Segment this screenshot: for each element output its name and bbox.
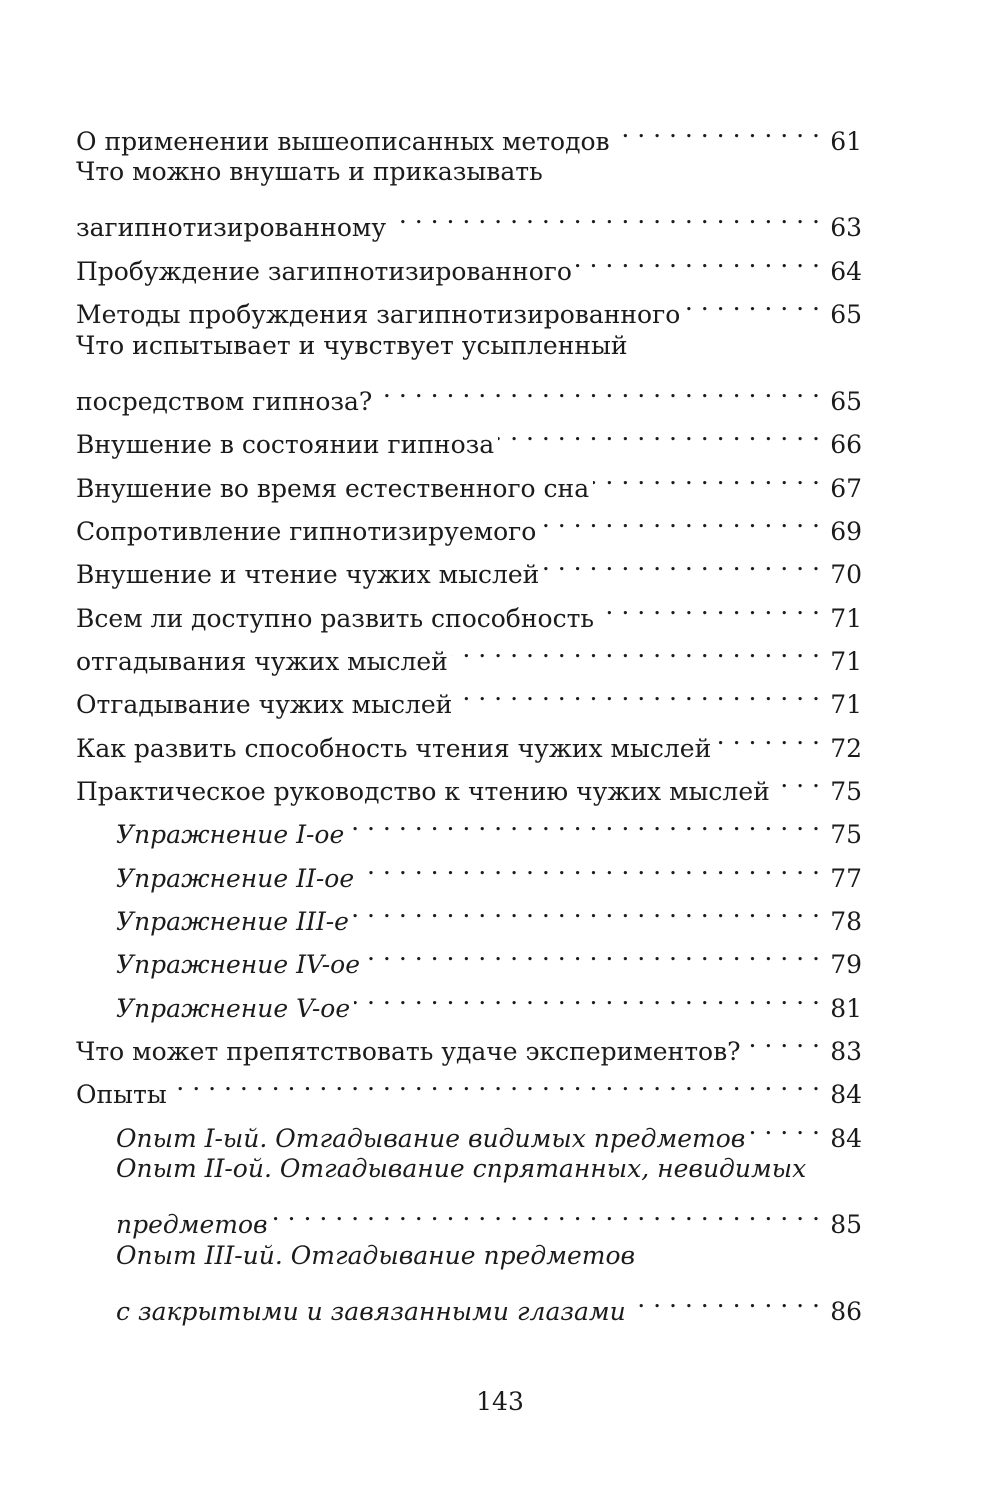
- toc-subentry: [116, 930, 862, 979]
- toc-entry-title: Отгадывание чужих мыслей: [76, 690, 453, 719]
- dot-leader: [272, 1190, 820, 1233]
- toc-entry: [76, 454, 862, 503]
- toc-entry-title: О применении вышеописанных методов: [76, 127, 610, 156]
- dot-leader: [614, 107, 820, 150]
- toc-entry: [76, 324, 862, 367]
- toc-entry: [76, 280, 862, 329]
- dot-leader: [452, 627, 820, 670]
- toc-entry-page: 71: [830, 690, 862, 719]
- toc-entry-title: Как развить способность чтения чужих мыслей: [76, 734, 712, 763]
- dot-leader: [543, 540, 820, 583]
- toc-entry-page: 64: [830, 257, 862, 286]
- toc-entry: [76, 193, 862, 242]
- toc-entry-page: 65: [830, 300, 862, 329]
- toc-subentry: [116, 1104, 862, 1153]
- toc-entry-title: загипнотизированному: [76, 213, 387, 242]
- toc-entry: [76, 540, 862, 589]
- toc-entry-page: 83: [830, 1037, 862, 1066]
- dot-leader: [749, 1104, 820, 1147]
- toc-entry-page: 69: [830, 517, 862, 546]
- toc-entry-title: Внушение во время естественного сна: [76, 474, 590, 503]
- toc-entry-page: 78: [830, 907, 862, 936]
- toc-entry: [76, 584, 862, 633]
- dot-leader: [745, 1017, 820, 1060]
- toc-entry-page: 84: [830, 1124, 862, 1153]
- toc-entry-page: 75: [830, 777, 862, 806]
- dot-leader: [684, 280, 820, 323]
- toc-entry-title: Опыты: [76, 1080, 167, 1109]
- toc-subentry: [116, 974, 862, 1023]
- toc-entry-page: 71: [830, 647, 862, 676]
- toc-entry-page: 81: [830, 994, 862, 1023]
- toc-entry-title: Практическое руководство к чтению чужих мыслей: [76, 777, 770, 806]
- dot-leader: [540, 497, 820, 540]
- toc-entry-page: 79: [830, 950, 862, 979]
- toc-entry-title: Сопротивление гипнотизируемого: [76, 517, 537, 546]
- toc-subentry: [116, 1234, 862, 1277]
- toc-entry-title: с закрытыми и завязанными глазами: [116, 1297, 626, 1326]
- toc-entry: [76, 1017, 862, 1066]
- toc-entry-page: 63: [830, 213, 862, 242]
- dot-leader: [593, 454, 820, 497]
- toc-entry-title: Что можно внушать и приказывать: [76, 157, 543, 186]
- toc-entry-page: 84: [830, 1080, 862, 1109]
- toc-entry-title: предметов: [116, 1210, 268, 1239]
- dot-leader: [498, 410, 820, 453]
- dot-leader: [715, 714, 820, 757]
- toc-subentry: [116, 1147, 862, 1190]
- dot-leader: [171, 1060, 820, 1103]
- toc-entry: [76, 367, 862, 416]
- dot-leader: [576, 237, 820, 280]
- toc-entry-page: 86: [830, 1297, 862, 1326]
- dot-leader: [630, 1277, 820, 1320]
- toc-subentry: [116, 800, 862, 849]
- toc-entry-page: 65: [830, 387, 862, 416]
- dot-leader: [348, 800, 820, 843]
- toc-subentry: [116, 1190, 862, 1239]
- dot-leader: [598, 584, 820, 627]
- toc-entry: [76, 670, 862, 719]
- toc-entry-page: 71: [830, 604, 862, 633]
- toc-entry-title: Упражнение I-ое: [116, 820, 345, 849]
- toc-subentry: [116, 1277, 862, 1326]
- toc-entry: [76, 1060, 862, 1109]
- dot-leader: [390, 193, 820, 236]
- toc-entry: [76, 757, 862, 806]
- toc-entry-page: 85: [830, 1210, 862, 1239]
- toc-entry-page: 77: [830, 864, 862, 893]
- dot-leader: [456, 670, 820, 713]
- toc-entry-page: 70: [830, 560, 862, 589]
- dot-leader: [376, 367, 820, 410]
- toc-entry: [76, 714, 862, 763]
- toc-entry: [76, 107, 862, 156]
- toc-entry-title: Опыт II-ой. Отгадывание спрятанных, невидимых: [116, 1154, 807, 1183]
- toc-entry: [76, 627, 862, 676]
- toc-entry-title: Внушение в состоянии гипноза: [76, 430, 495, 459]
- dot-leader: [354, 974, 820, 1017]
- toc-entry-page: 72: [830, 734, 862, 763]
- toc-entry-title: Упражнение II-ое: [116, 864, 355, 893]
- toc-subentry: [116, 887, 862, 936]
- toc-entry-title: Что может препятствовать удаче экспериментов?: [76, 1037, 741, 1066]
- toc-subentry: [116, 844, 862, 893]
- toc-entry-title: Что испытывает и чувствует усыпленный: [76, 331, 628, 360]
- toc-entry-title: Упражнение V-ое: [116, 994, 351, 1023]
- dot-leader: [353, 887, 820, 930]
- toc-entry-title: Упражнение III-е: [116, 907, 349, 936]
- toc-entry-page: 67: [830, 474, 862, 503]
- toc-entry: [76, 237, 862, 286]
- toc-entry: [76, 497, 862, 546]
- toc-entry-title: Внушение и чтение чужих мыслей: [76, 560, 540, 589]
- toc-entry-page: 75: [830, 820, 862, 849]
- dot-leader: [774, 757, 820, 800]
- toc-entry-title: посредством гипноза?: [76, 387, 373, 416]
- toc-entry-title: Опыт I-ый. Отгадывание видимых предметов: [116, 1124, 746, 1153]
- toc-entry-title: Опыт III-ий. Отгадывание предметов: [116, 1241, 636, 1270]
- dot-leader: [364, 930, 820, 973]
- toc-entry-title: Упражнение IV-ое: [116, 950, 360, 979]
- toc-entry: [76, 410, 862, 459]
- toc-entry-page: 66: [830, 430, 862, 459]
- toc-entry-title: отгадывания чужих мыслей: [76, 647, 448, 676]
- page-number: 143: [476, 1387, 524, 1416]
- dot-leader: [358, 844, 820, 887]
- toc-entry: [76, 150, 862, 193]
- toc-entry-page: 61: [830, 127, 862, 156]
- toc-entry-title: Методы пробуждения загипнотизированного: [76, 300, 681, 329]
- toc-entry-title: Пробуждение загипнотизированного: [76, 257, 572, 286]
- toc-entry-title: Всем ли доступно развить способность: [76, 604, 595, 633]
